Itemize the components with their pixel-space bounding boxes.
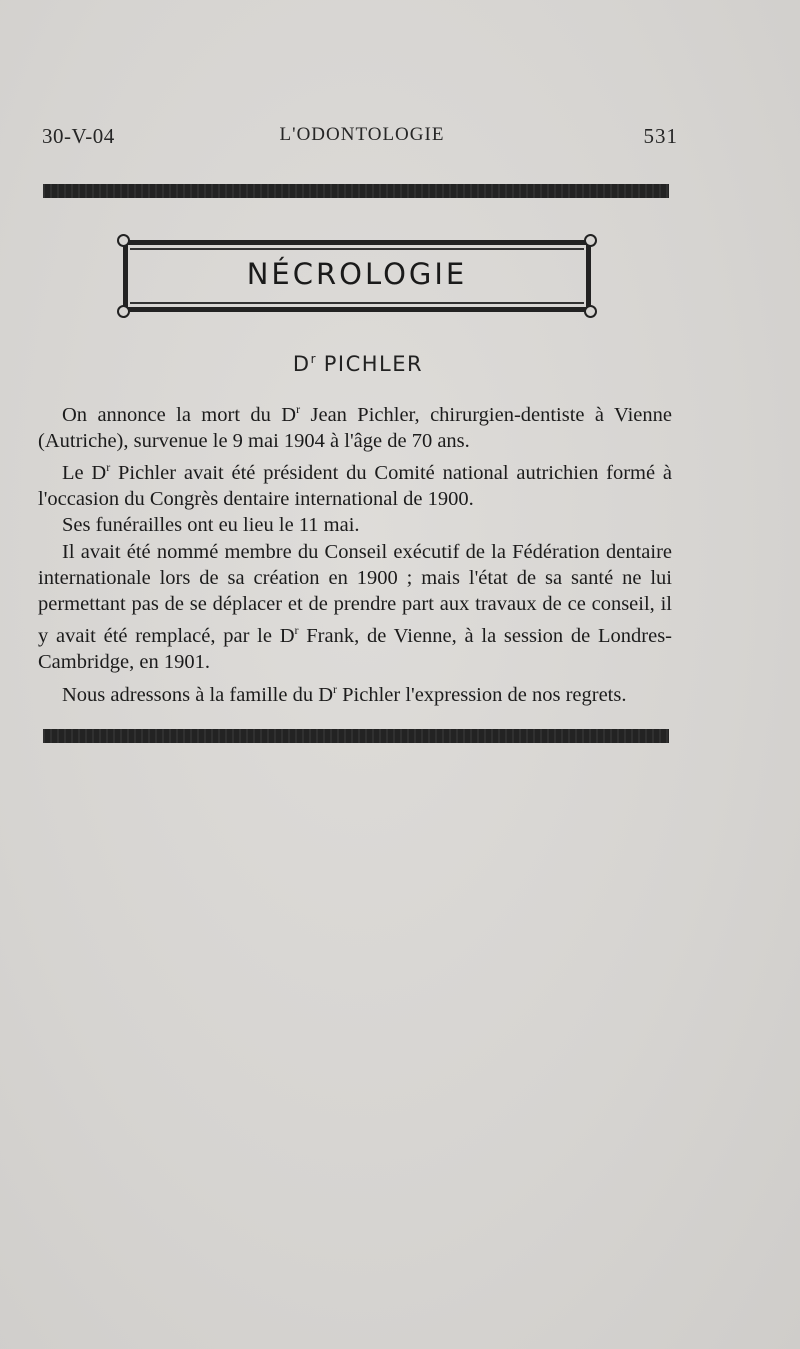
- paragraph: Ses funérailles ont eu lieu le 11 mai.: [62, 514, 360, 537]
- running-head: [42, 118, 682, 154]
- journal-name: L'ODONTOLOGIE: [279, 124, 445, 145]
- paragraph: On annonce la mort du $D^r$ Jean Pichler, chirurgien-dentiste à Vienne (Autriche), survenue le 9 mai 1904 à l'âge de 70 ans.: [38, 402, 672, 453]
- frame-corner-ornament: [584, 305, 597, 318]
- frame-corner-ornament: [117, 305, 130, 318]
- section-heading: NÉCROLOGIE: [246, 257, 468, 291]
- article-title: $D^r$ PICHLER: [292, 352, 424, 376]
- frame-corner-ornament: [117, 234, 130, 247]
- frame-corner-ornament: [584, 234, 597, 247]
- paragraph: Il avait été nommé membre du Conseil exécutif de la Fédération dentaire internationale lors de sa création en 1900 ; mais l'état de sa santé ne lui permettant pas de se déplacer et de prendre part aux travaux de ce conseil, il y avait été remplacé, par le $D^r$ Frank, de Vienne, à la session de Londres-Cambridge, en 1901.: [38, 540, 672, 674]
- issue-date: 30-V-04: [42, 124, 115, 148]
- paragraph: Le $D^r$ Pichler avait été président du Comité national autrichien formé à l'occasion du Congrès dentaire international de 1900.: [38, 460, 672, 511]
- article-body: [38, 396, 672, 708]
- paragraph: Nous adressons à la famille du $D^r$ Pichler l'expression de nos regrets.: [62, 681, 627, 706]
- top-ornamental-rule: [43, 184, 669, 198]
- bottom-ornamental-rule: [43, 729, 669, 743]
- page-number: 531: [643, 124, 678, 148]
- section-heading-frame: [118, 235, 596, 317]
